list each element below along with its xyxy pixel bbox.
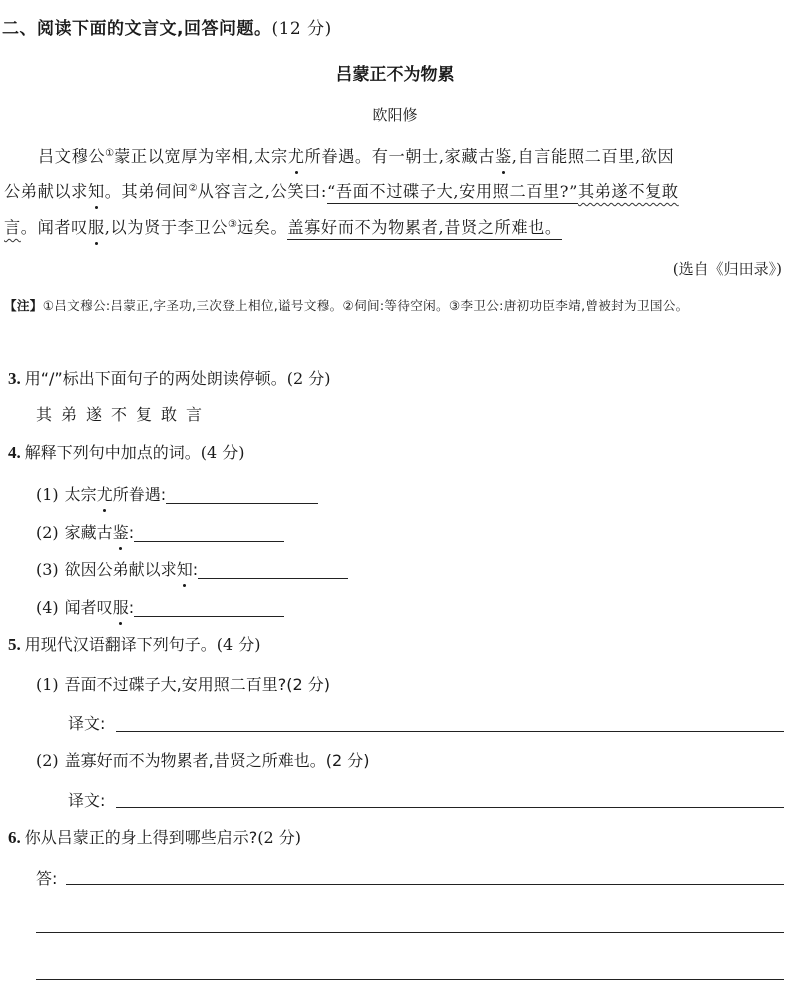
annotation-note — [4, 292, 784, 319]
note-text: ①吕文穆公:吕蒙正,字圣功,三次登上相位,谥号文穆。②伺间:等待空闲。③李卫公:唐初功臣李靖,曾被封为卫国公。 — [42, 298, 689, 313]
q5-item-1: (1) 吾面不过碟子大,安用照二百里?(2 分) — [36, 675, 331, 694]
pause-sentence[interactable]: 其弟遂不复敢言 — [36, 405, 212, 424]
passage-line-1: 吕文穆公①蒙正以宽厚为宰相,太宗尤所眷遇。有一朝士,家藏古鉴,自言能照二百里,欲因 — [38, 143, 674, 167]
q4-item-3: (3) 欲因公弟献以求知: — [36, 557, 348, 580]
passage-line-3: 言。闻者叹服,以为贤于李卫公③远矣。盖寡好而不为物累者,昔贤之所难也。 — [4, 214, 562, 238]
note-marker-3: ③ — [228, 219, 237, 230]
wavy-sentence-part-2: 言 — [4, 218, 21, 237]
section-title: 二、阅读下面的文言文,回答问题。(12 分) — [2, 19, 332, 39]
dotted-word-zhi: 知 — [88, 178, 105, 202]
dotted-word-jian: 鉴 — [495, 143, 512, 167]
answer-line-1[interactable] — [66, 884, 784, 885]
q5-item-2: (2) 盖寡好而不为物累者,昔贤之所难也。(2 分) — [36, 751, 370, 770]
answer-blank-3[interactable] — [198, 560, 348, 579]
translation-label-2: 译文: — [68, 791, 106, 810]
wavy-sentence-part-1: 其弟遂不复敢 — [577, 182, 679, 201]
translation-label-1: 译文: — [68, 714, 106, 733]
answer-line-2[interactable] — [36, 932, 784, 933]
translation-line-2[interactable] — [116, 807, 784, 808]
answer-blank-2[interactable] — [134, 523, 284, 542]
answer-blank-4[interactable] — [134, 598, 284, 617]
note-marker-1: ① — [105, 148, 115, 159]
article-title: 吕蒙正不为物累 — [335, 65, 455, 85]
dotted-word-fu: 服 — [88, 214, 105, 238]
article-source: (选自《归田录》) — [672, 260, 782, 278]
passage-line-2: 公弟献以求知。其弟伺间②从容言之,公笑曰:“吾面不过碟子大,安用照二百里?”其弟遂不复敢 — [4, 178, 679, 202]
dotted-word-you: 尤 — [288, 143, 305, 167]
question-6: 6. 你从吕蒙正的身上得到哪些启示?(2 分) — [8, 828, 302, 847]
answer-blank-1[interactable] — [166, 485, 318, 504]
note-marker-2: ② — [188, 183, 198, 194]
q4-item-2: (2) 家藏古鉴: — [36, 520, 284, 543]
answer-line-3[interactable] — [36, 979, 784, 980]
question-4: 4. 解释下列句中加点的词。(4 分) — [8, 443, 245, 462]
section-score: (12 分) — [271, 19, 332, 39]
article-author: 欧阳修 — [372, 106, 418, 124]
note-label: 【注】 — [4, 298, 43, 313]
q4-item-1: (1) 太宗尤所眷遇: — [36, 482, 318, 505]
question-5: 5. 用现代汉语翻译下列句子。(4 分) — [8, 635, 261, 654]
translation-line-1[interactable] — [116, 731, 784, 732]
underlined-sentence-1: “吾面不过碟子大,安用照二百里?” — [327, 182, 578, 204]
q4-item-4: (4) 闻者叹服: — [36, 595, 284, 618]
underlined-sentence-2: 盖寡好而不为物累者,昔贤之所难也。 — [287, 218, 561, 240]
question-3: 3. 用“/”标出下面句子的两处朗读停顿。(2 分) — [8, 369, 331, 388]
answer-label: 答: — [36, 869, 58, 888]
